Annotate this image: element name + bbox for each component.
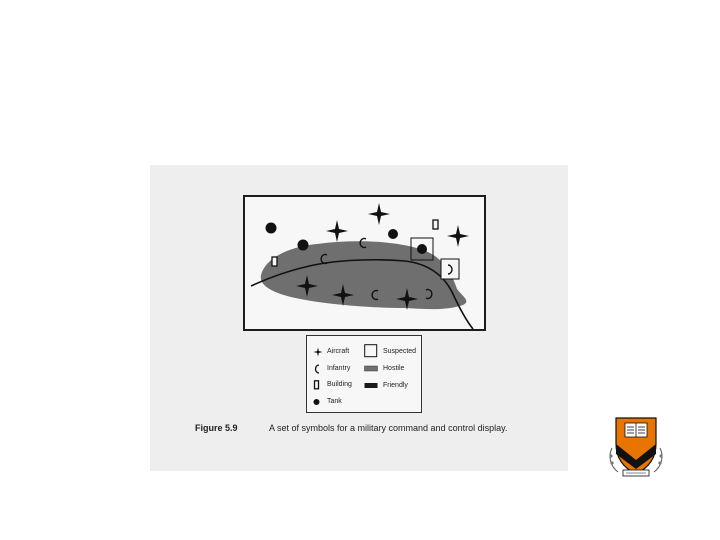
- tank-symbol: [388, 229, 398, 239]
- tank-symbol: [266, 223, 277, 234]
- suspected-box-icon: [364, 344, 378, 358]
- hostile-territory-area: [261, 241, 467, 309]
- map-legend: [306, 335, 422, 413]
- map-canvas: [245, 197, 486, 331]
- suspected-box: [441, 259, 459, 279]
- figure-caption-text: A set of symbols for a military command and control display.: [269, 423, 508, 433]
- tank-symbol: [417, 244, 427, 254]
- figure-caption: [195, 423, 508, 433]
- aircraft-symbol: [368, 203, 390, 225]
- aircraft-symbol: [447, 225, 469, 247]
- hostile-swatch-icon: [364, 364, 378, 374]
- building-icon: [312, 380, 324, 390]
- map-display: [243, 195, 486, 331]
- friendly-swatch-icon: [364, 381, 378, 391]
- university-shield-logo: [606, 414, 666, 480]
- building-symbol: [433, 220, 438, 229]
- legend-label: Building: [327, 381, 352, 388]
- tank-icon: [312, 397, 324, 407]
- aircraft-icon: [312, 347, 324, 357]
- legend-label: Aircraft: [327, 348, 350, 355]
- legend-label: Suspected: [383, 348, 417, 355]
- legend-label: Hostile: [383, 365, 405, 372]
- legend-label: Tank: [327, 398, 342, 405]
- infantry-icon: [312, 364, 324, 374]
- building-symbol: [272, 257, 277, 266]
- tank-symbol: [298, 240, 309, 251]
- figure-number: Figure 5.9: [195, 423, 238, 433]
- legend-label: Infantry: [327, 365, 351, 372]
- aircraft-symbol: [326, 220, 348, 242]
- legend-label: Friendly: [383, 382, 408, 389]
